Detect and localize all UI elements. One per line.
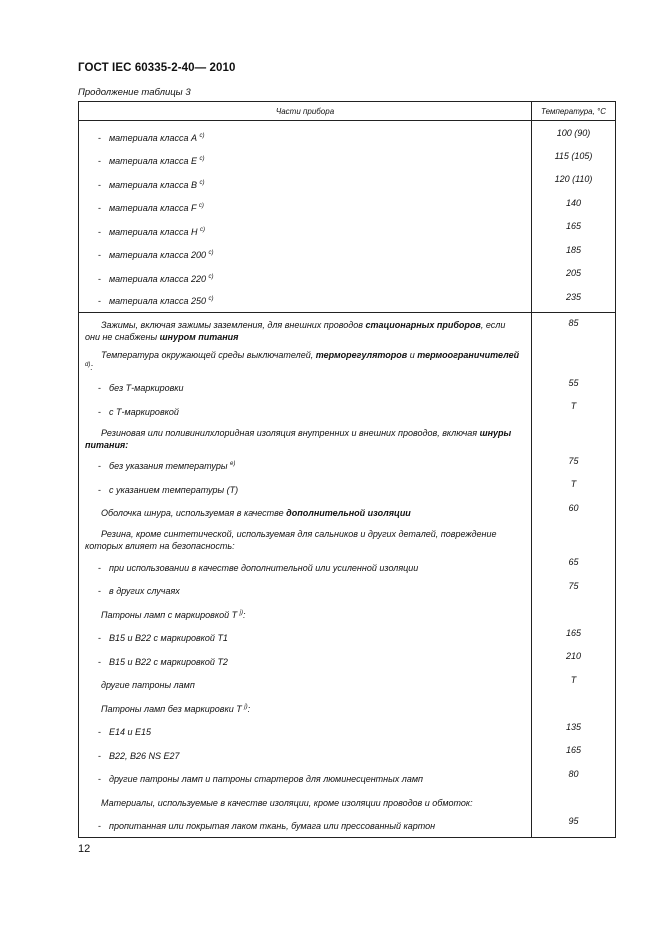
table-row [79,244,616,268]
row-label: Зажимы, включая зажимы заземления, для внешних проводов стационарных приборов, если они не снабжены шнуром питания [79,313,532,345]
dash-bullet: - [98,296,101,307]
row-label: - В22, В26 NS Е27 [79,744,532,768]
row-label: - при использовании в качестве дополнительной или усиленной изоляции [79,556,532,580]
dash-bullet: - [98,156,101,167]
dash-bullet: - [98,633,101,644]
row-value: 165 [532,744,616,768]
table-row [79,744,616,768]
row-value [532,603,616,627]
row-value: T [532,674,616,698]
row-label: - материала класса 250 $^{c)}$ [79,291,532,313]
table-row [79,791,616,815]
row-label: другие патроны ламп [79,674,532,698]
row-label: - материала класса Н $^{c)}$ [79,220,532,244]
row-value: T [532,478,616,502]
row-value [532,524,616,556]
row-value: 100 (90) [532,121,616,150]
table-row [79,291,616,313]
row-value: 55 [532,377,616,401]
row-label: - материала класса А $^{c)}$ [79,121,532,150]
dash-bullet: - [98,250,101,261]
row-label: - без Т-маркировки [79,377,532,401]
column-header-temperature: Температура, °С [532,102,616,121]
row-value: 65 [532,556,616,580]
table-row [79,524,616,556]
table-row [79,478,616,502]
dash-bullet: - [98,226,101,237]
column-header-part: Части прибора [79,102,532,121]
row-label: - с указанием температуры (Т) [79,478,532,502]
row-label: Патроны ламп без маркировки Т $^{j)}$: [79,697,532,721]
row-value: 140 [532,197,616,221]
document-header: ГОСТ IEC 60335-2-40— 2010 [78,62,236,74]
table-row [79,377,616,401]
dash-bullet: - [98,406,101,417]
table-row [79,150,616,174]
row-label: - В15 и В22 с маркировкой Т1 [79,627,532,651]
row-value [532,697,616,721]
dash-bullet: - [98,484,101,495]
row-value: 60 [532,502,616,525]
dash-bullet: - [98,586,101,597]
row-value: 75 [532,455,616,479]
dash-bullet: - [98,750,101,761]
dash-bullet: - [98,820,101,831]
row-label: Резиновая или поливинилхлоридная изоляция внутренних и внешних проводов, включая шнуры питания: [79,424,532,455]
table-row [79,173,616,197]
page-number: 12 [78,843,91,855]
row-value: 210 [532,650,616,674]
table-row [79,424,616,455]
table-row [79,627,616,651]
row-value: 75 [532,580,616,604]
dash-bullet: - [98,727,101,738]
table-row [79,220,616,244]
row-value [532,424,616,455]
dash-bullet: - [98,273,101,284]
row-value: T [532,400,616,424]
table-row [79,697,616,721]
row-value: 185 [532,244,616,268]
row-label: - Е14 и Е15 [79,721,532,745]
row-label: - материала класса Е $^{c)}$ [79,150,532,174]
table-row [79,400,616,424]
row-label: - без указания температуры $^{e)}$ [79,455,532,479]
table-row [79,815,616,838]
row-value [532,345,616,377]
table-row [79,345,616,377]
table-row [79,556,616,580]
table-caption: Продолжение таблицы 3 [78,87,191,98]
dash-bullet: - [98,179,101,190]
table-row [79,721,616,745]
row-value: 205 [532,267,616,291]
row-label: Патроны ламп с маркировкой Т $^{j)}$: [79,603,532,627]
row-label: - пропитанная или покрытая лаком ткань, бумага или прессованный картон [79,815,532,838]
dash-bullet: - [98,562,101,573]
row-value: 165 [532,220,616,244]
row-value: 165 [532,627,616,651]
table-row [79,502,616,525]
row-label: Оболочка шнура, используемая в качестве дополнительной изоляции [79,502,532,525]
table-row [79,674,616,698]
row-label: - материала класса F $^{c)}$ [79,197,532,221]
row-value: 135 [532,721,616,745]
row-label: - материала класса 200 $^{c)}$ [79,244,532,268]
row-label: - В15 и В22 с маркировкой Т2 [79,650,532,674]
row-label: - материала класса В $^{c)}$ [79,173,532,197]
table-row [79,580,616,604]
dash-bullet: - [98,774,101,785]
dash-bullet: - [98,133,101,144]
table-row [79,267,616,291]
row-value: 235 [532,291,616,313]
row-label: Температура окружающей среды выключателей, терморегуляторов и термоограничителей $^{d)}$: [79,345,532,377]
table-row [79,768,616,792]
dash-bullet: - [98,203,101,214]
table-row [79,197,616,221]
row-label: - с Т-маркировкой [79,400,532,424]
row-label: Резина, кроме синтетической, используемая для сальников и других деталей, повреждение которых влияет на безопасность: [79,524,532,556]
table-row [79,603,616,627]
row-label: - в других случаях [79,580,532,604]
dash-bullet: - [98,656,101,667]
row-value: 120 (110) [532,173,616,197]
row-value [532,791,616,815]
dash-bullet: - [98,383,101,394]
row-value: 80 [532,768,616,792]
row-label: - материала класса 220 $^{c)}$ [79,267,532,291]
temperature-table [78,101,616,838]
table-row [79,650,616,674]
row-value: 95 [532,815,616,838]
row-value: 85 [532,313,616,345]
row-value: 115 (105) [532,150,616,174]
row-label: Материалы, используемые в качестве изоляции, кроме изоляции проводов и обмоток: [79,791,532,815]
table-row [79,121,616,150]
table-row [79,455,616,479]
dash-bullet: - [98,461,101,472]
row-label: - другие патроны ламп и патроны стартеров для люминесцентных ламп [79,768,532,792]
table-row [79,313,616,345]
table-header-row [79,102,616,121]
